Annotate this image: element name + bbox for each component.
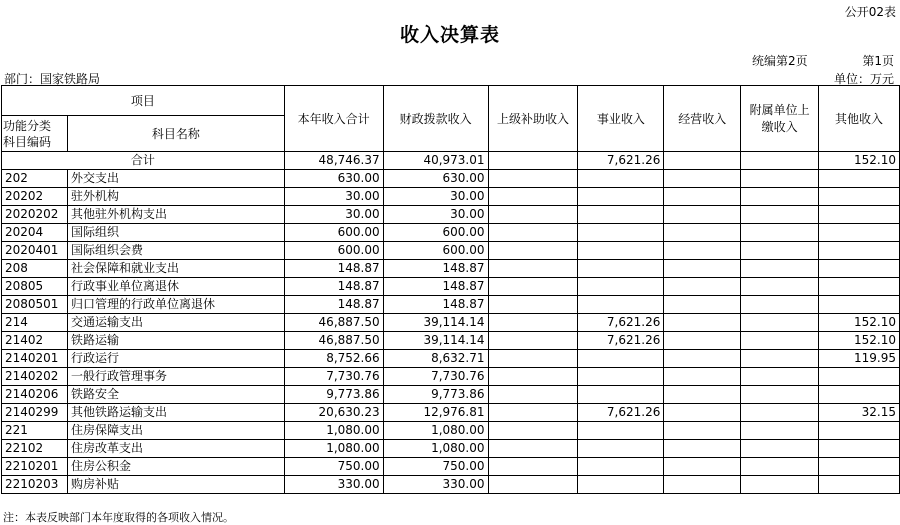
row-name: 其他铁路运输支出 xyxy=(67,404,284,422)
row-value: 7,730.76 xyxy=(383,368,488,386)
row-value xyxy=(741,368,819,386)
row-value: 8,632.71 xyxy=(383,350,488,368)
total-cell xyxy=(741,152,819,170)
row-value xyxy=(664,242,741,260)
table-row xyxy=(2,278,900,296)
row-code: 20202 xyxy=(2,188,68,206)
row-value xyxy=(578,296,664,314)
row-value xyxy=(578,188,664,206)
table-row xyxy=(2,386,900,404)
row-code: 21402 xyxy=(2,332,68,350)
row-value: 750.00 xyxy=(383,458,488,476)
row-value xyxy=(488,386,578,404)
row-value: 148.87 xyxy=(284,260,383,278)
row-value xyxy=(819,188,900,206)
row-value xyxy=(578,476,664,494)
row-value xyxy=(488,332,578,350)
row-value xyxy=(488,170,578,188)
header-other: 其他收入 xyxy=(819,86,900,152)
row-value: 148.87 xyxy=(284,278,383,296)
row-value xyxy=(488,404,578,422)
total-cell xyxy=(664,152,741,170)
row-value: 1,080.00 xyxy=(383,440,488,458)
row-value: 30.00 xyxy=(383,206,488,224)
row-code: 2210201 xyxy=(2,458,68,476)
row-value: 1,080.00 xyxy=(383,422,488,440)
row-value: 39,114.14 xyxy=(383,314,488,332)
row-code: 2020202 xyxy=(2,206,68,224)
row-value xyxy=(741,188,819,206)
row-value xyxy=(741,386,819,404)
row-value: 119.95 xyxy=(819,350,900,368)
table-row xyxy=(2,422,900,440)
row-value xyxy=(741,224,819,242)
total-cell: 48,746.37 xyxy=(284,152,383,170)
row-value xyxy=(819,458,900,476)
row-value xyxy=(741,206,819,224)
row-value xyxy=(741,476,819,494)
row-code: 2080501 xyxy=(2,296,68,314)
row-name: 铁路运输 xyxy=(67,332,284,350)
table-row xyxy=(2,350,900,368)
row-value xyxy=(741,440,819,458)
unit-label: 单位：万元 xyxy=(833,72,894,86)
row-value xyxy=(578,224,664,242)
table-row xyxy=(2,260,900,278)
row-value xyxy=(741,260,819,278)
row-value: 148.87 xyxy=(383,296,488,314)
row-value: 20,630.23 xyxy=(284,404,383,422)
header-func-code: 功能分类 科目编码 xyxy=(2,116,68,152)
row-name: 外交支出 xyxy=(67,170,284,188)
department-label: 部门：国家铁路局 xyxy=(4,72,101,86)
row-value xyxy=(741,422,819,440)
row-name: 行政事业单位离退休 xyxy=(67,278,284,296)
row-value xyxy=(664,422,741,440)
row-value xyxy=(741,404,819,422)
row-value xyxy=(664,260,741,278)
row-name: 社会保障和就业支出 xyxy=(67,260,284,278)
row-value: 32.15 xyxy=(819,404,900,422)
row-value xyxy=(664,278,741,296)
row-name: 购房补贴 xyxy=(67,476,284,494)
table-row xyxy=(2,458,900,476)
row-value xyxy=(819,278,900,296)
row-value: 7,621.26 xyxy=(578,332,664,350)
row-code: 2020401 xyxy=(2,242,68,260)
row-value xyxy=(664,170,741,188)
footnote: 注：本表反映部门本年度取得的各项收入情况。 xyxy=(3,511,234,524)
row-value xyxy=(488,368,578,386)
row-value: 1,080.00 xyxy=(284,422,383,440)
row-value: 600.00 xyxy=(383,224,488,242)
row-value: 148.87 xyxy=(383,278,488,296)
header-project: 项目 xyxy=(2,86,285,116)
row-value xyxy=(741,314,819,332)
row-value xyxy=(741,458,819,476)
total-cell xyxy=(488,152,578,170)
row-name: 住房保障支出 xyxy=(67,422,284,440)
row-value xyxy=(741,170,819,188)
row-code: 2210203 xyxy=(2,476,68,494)
row-value: 9,773.86 xyxy=(284,386,383,404)
row-value xyxy=(488,296,578,314)
page-number: 第1页 xyxy=(862,54,894,68)
row-name: 行政运行 xyxy=(67,350,284,368)
row-value: 600.00 xyxy=(284,242,383,260)
row-value xyxy=(578,350,664,368)
row-value xyxy=(578,278,664,296)
income-table xyxy=(1,85,900,494)
row-value xyxy=(819,386,900,404)
row-code: 22102 xyxy=(2,440,68,458)
row-name: 住房公积金 xyxy=(67,458,284,476)
row-code: 2140206 xyxy=(2,386,68,404)
row-code: 214 xyxy=(2,314,68,332)
row-code: 2140202 xyxy=(2,368,68,386)
row-value xyxy=(578,440,664,458)
total-cell: 152.10 xyxy=(819,152,900,170)
row-value: 30.00 xyxy=(284,206,383,224)
row-value: 12,976.81 xyxy=(383,404,488,422)
row-value: 7,621.26 xyxy=(578,314,664,332)
header-affiliated: 附属单位上 缴收入 xyxy=(741,86,819,152)
row-value xyxy=(578,206,664,224)
row-code: 2140299 xyxy=(2,404,68,422)
row-value xyxy=(819,422,900,440)
row-value: 630.00 xyxy=(284,170,383,188)
row-name: 驻外机构 xyxy=(67,188,284,206)
row-name: 其他驻外机构支出 xyxy=(67,206,284,224)
row-name: 住房改革支出 xyxy=(67,440,284,458)
compile-number: 统编第2页 xyxy=(752,54,808,68)
row-value xyxy=(664,206,741,224)
row-value xyxy=(741,278,819,296)
row-value: 148.87 xyxy=(383,260,488,278)
row-value xyxy=(664,386,741,404)
row-value xyxy=(488,188,578,206)
row-value: 152.10 xyxy=(819,314,900,332)
row-name: 国际组织 xyxy=(67,224,284,242)
row-value xyxy=(488,422,578,440)
row-value: 630.00 xyxy=(383,170,488,188)
row-value xyxy=(819,224,900,242)
row-name: 交通运输支出 xyxy=(67,314,284,332)
header-total-income: 本年收入合计 xyxy=(284,86,383,152)
row-value xyxy=(488,314,578,332)
row-value: 30.00 xyxy=(383,188,488,206)
row-value xyxy=(741,350,819,368)
row-value: 30.00 xyxy=(284,188,383,206)
header-superior: 上级补助收入 xyxy=(488,86,578,152)
row-code: 202 xyxy=(2,170,68,188)
row-code: 20805 xyxy=(2,278,68,296)
row-value xyxy=(664,350,741,368)
table-row xyxy=(2,404,900,422)
table-row xyxy=(2,440,900,458)
header-business: 事业收入 xyxy=(578,86,664,152)
total-cell: 7,621.26 xyxy=(578,152,664,170)
row-value xyxy=(488,278,578,296)
row-value: 1,080.00 xyxy=(284,440,383,458)
row-value: 330.00 xyxy=(383,476,488,494)
row-value xyxy=(488,260,578,278)
row-value xyxy=(741,296,819,314)
header-subject-name: 科目名称 xyxy=(67,116,284,152)
row-value: 152.10 xyxy=(819,332,900,350)
row-value xyxy=(488,476,578,494)
row-value: 9,773.86 xyxy=(383,386,488,404)
row-value xyxy=(664,368,741,386)
row-value: 7,621.26 xyxy=(578,404,664,422)
row-value xyxy=(578,242,664,260)
row-value xyxy=(819,206,900,224)
row-value xyxy=(664,440,741,458)
row-value xyxy=(578,368,664,386)
row-value xyxy=(488,350,578,368)
row-value xyxy=(741,242,819,260)
row-value xyxy=(488,242,578,260)
row-name: 铁路安全 xyxy=(67,386,284,404)
row-value xyxy=(664,404,741,422)
row-value xyxy=(819,242,900,260)
row-value: 148.87 xyxy=(284,296,383,314)
row-value: 8,752.66 xyxy=(284,350,383,368)
page-title: 收入决算表 xyxy=(399,24,500,46)
row-value: 600.00 xyxy=(383,242,488,260)
row-value xyxy=(664,188,741,206)
table-row xyxy=(2,476,900,494)
row-code: 20204 xyxy=(2,224,68,242)
table-row xyxy=(2,170,900,188)
row-code: 221 xyxy=(2,422,68,440)
table-row xyxy=(2,206,900,224)
row-value xyxy=(819,170,900,188)
row-value xyxy=(664,224,741,242)
row-code: 208 xyxy=(2,260,68,278)
row-value xyxy=(488,458,578,476)
row-name: 国际组织会费 xyxy=(67,242,284,260)
row-value xyxy=(664,458,741,476)
row-value xyxy=(578,170,664,188)
row-value xyxy=(488,440,578,458)
row-value: 600.00 xyxy=(284,224,383,242)
table-row xyxy=(2,368,900,386)
row-value xyxy=(578,386,664,404)
row-value xyxy=(741,332,819,350)
table-row xyxy=(2,224,900,242)
row-value xyxy=(578,458,664,476)
row-value xyxy=(819,440,900,458)
row-value xyxy=(664,476,741,494)
header-fiscal: 财政拨款收入 xyxy=(383,86,488,152)
row-value xyxy=(819,476,900,494)
row-code: 2140201 xyxy=(2,350,68,368)
header-operating: 经营收入 xyxy=(664,86,741,152)
table-row-total xyxy=(2,152,900,170)
row-value xyxy=(819,296,900,314)
table-row xyxy=(2,296,900,314)
table-row xyxy=(2,314,900,332)
row-name: 一般行政管理事务 xyxy=(67,368,284,386)
row-value xyxy=(819,368,900,386)
row-value: 750.00 xyxy=(284,458,383,476)
table-row xyxy=(2,242,900,260)
table-row xyxy=(2,188,900,206)
row-value xyxy=(819,260,900,278)
row-value: 46,887.50 xyxy=(284,314,383,332)
row-value: 7,730.76 xyxy=(284,368,383,386)
row-value xyxy=(664,332,741,350)
row-value xyxy=(488,206,578,224)
row-value xyxy=(578,422,664,440)
total-cell: 40,973.01 xyxy=(383,152,488,170)
table-row xyxy=(2,332,900,350)
row-value xyxy=(664,296,741,314)
total-label: 合计 xyxy=(2,152,285,170)
row-value xyxy=(664,314,741,332)
row-value: 39,114.14 xyxy=(383,332,488,350)
row-value xyxy=(578,260,664,278)
row-name: 归口管理的行政单位离退休 xyxy=(67,296,284,314)
row-value xyxy=(488,224,578,242)
row-value: 46,887.50 xyxy=(284,332,383,350)
row-value: 330.00 xyxy=(284,476,383,494)
document-number: 公开02表 xyxy=(844,5,896,19)
